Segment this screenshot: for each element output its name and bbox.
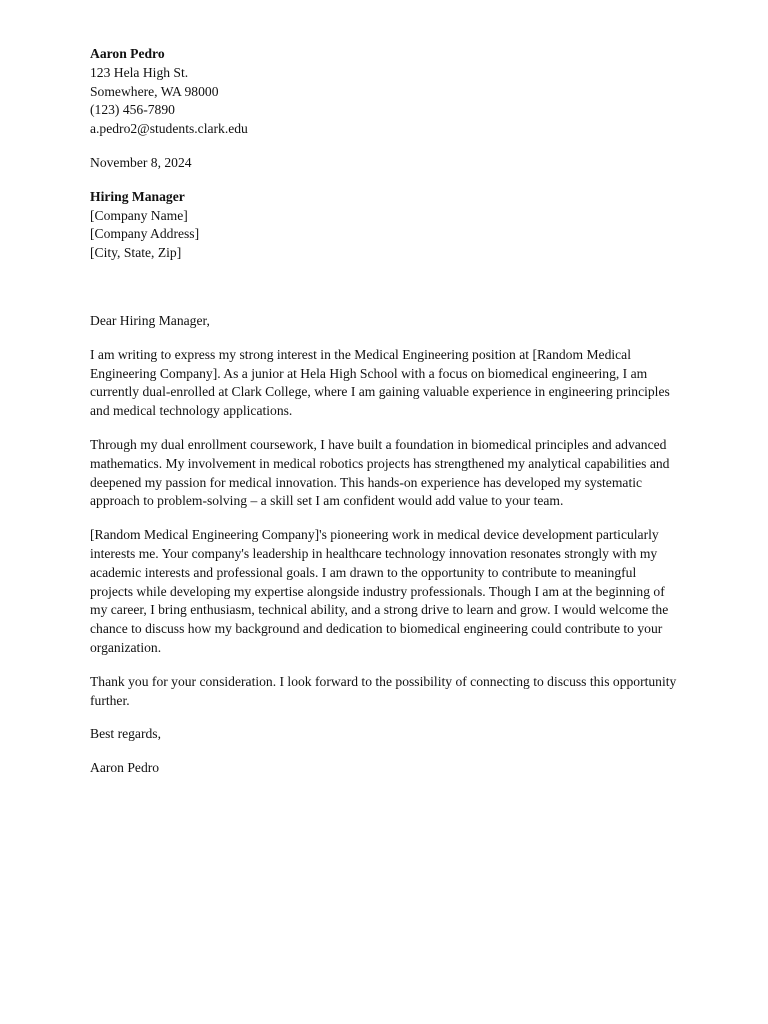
date-text: November 8, 2024	[90, 154, 192, 170]
recipient-city: [City, State, Zip]	[90, 245, 182, 261]
body-paragraph-4: Thank you for your consideration. I look forward to the possibility of connecting to discuss this opportunity further.	[90, 673, 677, 708]
signature	[90, 759, 690, 778]
recipient-block	[90, 188, 690, 263]
recipient-address: [Company Address]	[90, 226, 200, 242]
salutation	[90, 312, 690, 331]
sender-street: 123 Hela High St.	[90, 64, 189, 80]
recipient-company: [Company Name]	[90, 207, 188, 223]
sender-email: a.pedro2@students.clark.edu	[90, 121, 248, 137]
sender-block	[90, 45, 690, 139]
salutation-text: Dear Hiring Manager,	[90, 312, 210, 328]
cover-letter	[90, 45, 690, 778]
signature-name: Aaron Pedro	[90, 760, 160, 776]
body-paragraph-3: [Random Medical Engineering Company]'s pioneering work in medical device development particularly interests me. Your company's leadership in healthcare technology innovation resonates strongly with my academic interests and professional goals. I am drawn to the opportunity to contribute to meaningful projects while developing my expertise alongside industry professionals. Though I am at the beginning of my career, I bring enthusiasm, technical ability, and a strong drive to learn and grow. I would welcome the chance to discuss how my background and dedication to biomedical engineering could contribute to your organization.	[90, 527, 669, 655]
body-paragraph-1: I am writing to express my strong interest in the Medical Engineering position at [Random Medical Engineering Company]. As a junior at Hela High School with a focus on biomedical engineering, I am currently dual-enrolled at Clark College, where I am gaining valuable experience in engineering principles and medical technology applications.	[90, 346, 670, 419]
closing-text: Best regards,	[90, 726, 161, 742]
sender-name: Aaron Pedro	[90, 46, 165, 61]
recipient-title: Hiring Manager	[90, 188, 185, 204]
sender-city: Somewhere, WA 98000	[90, 83, 219, 99]
closing	[90, 725, 690, 744]
letter-date	[90, 154, 690, 173]
body-paragraph-2: Through my dual enrollment coursework, I have built a foundation in biomedical principles and advanced mathematics. My involvement in medical robotics projects has strengthened my analytical capabilities and deepened my passion for medical innovation. This hands-on experience has developed my systematic approach to problem-solving – a skill set I am confident would add value to your team.	[90, 436, 670, 509]
sender-phone: (123) 456-7890	[90, 102, 175, 118]
